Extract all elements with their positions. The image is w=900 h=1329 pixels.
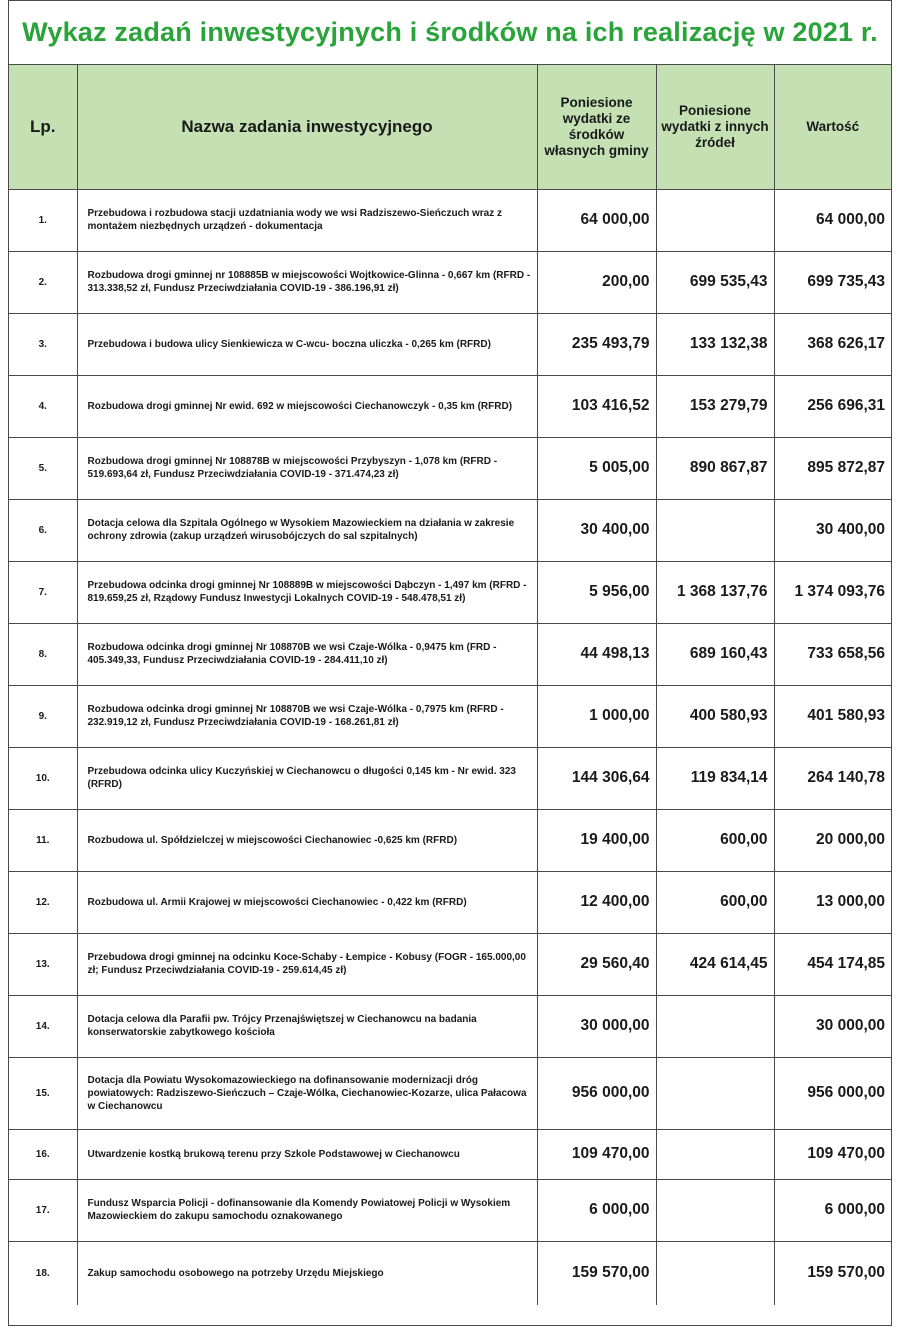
table-body — [9, 189, 891, 1305]
row-lp: 14. — [9, 995, 77, 1057]
row-own-expenses: 159 570,00 — [537, 1241, 656, 1305]
row-lp: 7. — [9, 561, 77, 623]
row-other-expenses: 600,00 — [656, 809, 774, 871]
table-row — [9, 995, 891, 1057]
row-lp: 10. — [9, 747, 77, 809]
row-value: 20 000,00 — [774, 809, 891, 871]
row-value: 13 000,00 — [774, 871, 891, 933]
table-row — [9, 1057, 891, 1129]
row-other-expenses — [656, 1057, 774, 1129]
table-row — [9, 189, 891, 251]
row-other-expenses — [656, 1241, 774, 1305]
table-row — [9, 809, 891, 871]
table-row — [9, 1241, 891, 1305]
row-other-expenses: 400 580,93 — [656, 685, 774, 747]
row-other-expenses: 153 279,79 — [656, 375, 774, 437]
row-task-name: Fundusz Wsparcia Policji - dofinansowanie dla Komendy Powiatowej Policji w Wysokiem Mazowieckiem do zakupu samochodu oznakowanego — [77, 1179, 537, 1241]
table-row — [9, 437, 891, 499]
row-other-expenses — [656, 189, 774, 251]
row-lp: 15. — [9, 1057, 77, 1129]
row-value: 30 000,00 — [774, 995, 891, 1057]
row-own-expenses: 103 416,52 — [537, 375, 656, 437]
table-row — [9, 561, 891, 623]
row-own-expenses: 144 306,64 — [537, 747, 656, 809]
row-lp: 3. — [9, 313, 77, 375]
row-other-expenses — [656, 499, 774, 561]
row-lp: 12. — [9, 871, 77, 933]
row-value: 64 000,00 — [774, 189, 891, 251]
row-lp: 18. — [35, 1267, 50, 1279]
row-task-name: Rozbudowa drogi gminnej Nr 108878B w miejscowości Przybyszyn - 1,078 km (RFRD - 519.693,64 zł, Fundusz Przeciwdziałania COVID-19 - 371.474,23 zł) — [77, 437, 537, 499]
table-header-row — [9, 65, 891, 189]
investment-sheet — [8, 0, 892, 1326]
row-value: 733 658,56 — [774, 623, 891, 685]
row-task-name: Przebudowa i budowa ulicy Sienkiewicza w C-wcu- boczna uliczka - 0,265 km (RFRD) — [77, 313, 537, 375]
row-task-name: Rozbudowa drogi gminnej nr 108885B w miejscowości Wojtkowice-Glinna - 0,667 km (RFRD - 313.338,52 zł, Fundusz Przeciwdziałania COVID-19 - 386.196,91 zł) — [77, 251, 537, 313]
row-own-expenses: 30 000,00 — [537, 995, 656, 1057]
row-lp: 2. — [9, 251, 77, 313]
table-row — [9, 375, 891, 437]
table-row — [9, 933, 891, 995]
row-value: 264 140,78 — [774, 747, 891, 809]
row-other-expenses: 689 160,43 — [656, 623, 774, 685]
row-value: 6 000,00 — [774, 1179, 891, 1241]
table-row — [9, 871, 891, 933]
row-own-expenses: 30 400,00 — [537, 499, 656, 561]
row-other-expenses: 1 368 137,76 — [656, 561, 774, 623]
row-own-expenses: 19 400,00 — [537, 809, 656, 871]
row-own-expenses: 5 956,00 — [537, 561, 656, 623]
row-own-expenses: 5 005,00 — [537, 437, 656, 499]
row-value: 401 580,93 — [774, 685, 891, 747]
row-value: 1 374 093,76 — [774, 561, 891, 623]
row-value: 454 174,85 — [774, 933, 891, 995]
table-row — [9, 623, 891, 685]
page-title: Wykaz zadań inwestycyjnych i środków na ich realizację w 2021 r. — [9, 1, 891, 65]
table-row — [9, 1129, 891, 1179]
row-other-expenses — [656, 1179, 774, 1241]
row-task-name: Przebudowa odcinka drogi gminnej Nr 108889B w miejscowości Dąbczyn - 1,497 km (RFRD - 819.659,25 zł, Rządowy Fundusz Inwestycji Lokalnych COVID-19 - 548.478,51 zł) — [77, 561, 537, 623]
row-value: 30 400,00 — [774, 499, 891, 561]
header-lp: Lp. — [9, 65, 77, 189]
row-task-name: Zakup samochodu osobowego na potrzeby Urzędu Miejskiego — [77, 1241, 537, 1305]
row-other-expenses: 699 535,43 — [656, 251, 774, 313]
row-lp: 9. — [9, 685, 77, 747]
table-row — [9, 1179, 891, 1241]
row-own-expenses: 44 498,13 — [537, 623, 656, 685]
row-task-name: Rozbudowa ul. Armii Krajowej w miejscowości Ciechanowiec - 0,422 km (RFRD) — [77, 871, 537, 933]
row-own-expenses: 235 493,79 — [537, 313, 656, 375]
header-own-expenses: Poniesione wydatki ze środków własnych gminy — [537, 65, 656, 189]
header-task-name: Nazwa zadania inwestycyjnego — [77, 65, 537, 189]
row-own-expenses: 1 000,00 — [537, 685, 656, 747]
row-lp: 17. — [9, 1179, 77, 1241]
row-task-name: Dotacja dla Powiatu Wysokomazowieckiego na dofinansowanie modernizacji dróg powiatowych: Radziszewo-Sieńczuch – Czaje-Wólka, Ciechanowiec-Kozarze, ulica Pałacowa w Ciechanowcu — [77, 1057, 537, 1129]
row-value: 956 000,00 — [774, 1057, 891, 1129]
row-value: 159 570,00 — [774, 1241, 891, 1305]
row-lp: 6. — [9, 499, 77, 561]
row-value: 109 470,00 — [774, 1129, 891, 1179]
row-other-expenses: 133 132,38 — [656, 313, 774, 375]
row-own-expenses: 200,00 — [537, 251, 656, 313]
row-other-expenses: 890 867,87 — [656, 437, 774, 499]
row-lp: 8. — [9, 623, 77, 685]
row-value: 699 735,43 — [774, 251, 891, 313]
table-row — [9, 499, 891, 561]
header-other-expenses: Poniesione wydatki z innych źródeł — [656, 65, 774, 189]
row-own-expenses: 6 000,00 — [537, 1179, 656, 1241]
row-lp: 4. — [9, 375, 77, 437]
row-other-expenses: 600,00 — [656, 871, 774, 933]
row-own-expenses: 12 400,00 — [537, 871, 656, 933]
row-other-expenses: 424 614,45 — [656, 933, 774, 995]
row-lp: 1. — [9, 189, 77, 251]
row-own-expenses: 109 470,00 — [537, 1129, 656, 1179]
table-row — [9, 313, 891, 375]
row-task-name: Utwardzenie kostką brukową terenu przy Szkole Podstawowej w Ciechanowcu — [77, 1129, 537, 1179]
row-task-name: Dotacja celowa dla Parafii pw. Trójcy Przenajświętszej w Ciechanowcu na badania konserwatorskie zabytkowego kościoła — [77, 995, 537, 1057]
row-lp: 13. — [9, 933, 77, 995]
header-value: Wartość — [774, 65, 891, 189]
row-value: 256 696,31 — [774, 375, 891, 437]
row-task-name: Przebudowa odcinka ulicy Kuczyńskiej w Ciechanowcu o długości 0,145 km - Nr ewid. 323 (RFRD) — [77, 747, 537, 809]
row-lp: 11. — [9, 809, 77, 871]
row-task-name: Rozbudowa ul. Spółdzielczej w miejscowości Ciechanowiec -0,625 km (RFRD) — [77, 809, 537, 871]
row-task-name: Rozbudowa odcinka drogi gminnej Nr 108870B we wsi Czaje-Wólka - 0,7975 km (RFRD - 232.919,12 zł, Fundusz Przeciwdziałania COVID-19 - 168.261,81 zł) — [77, 685, 537, 747]
row-task-name: Rozbudowa odcinka drogi gminnej Nr 108870B we wsi Czaje-Wólka - 0,9475 km (FRD - 405.349,33, Fundusz Przeciwdziałania COVID-19 - 284.411,10 zł) — [77, 623, 537, 685]
row-own-expenses: 29 560,40 — [537, 933, 656, 995]
row-task-name: Przebudowa i rozbudowa stacji uzdatniania wody we wsi Radziszewo-Sieńczuch wraz z montażem niezbędnych urządzeń - dokumentacja — [77, 189, 537, 251]
row-task-name: Przebudowa drogi gminnej na odcinku Koce-Schaby - Łempice - Kobusy (FOGR - 165.000,00 zł; Fundusz Przeciwdziałania COVID-19 - 259.614,45 zł) — [77, 933, 537, 995]
table-row — [9, 747, 891, 809]
table-row — [9, 251, 891, 313]
row-own-expenses: 956 000,00 — [537, 1057, 656, 1129]
row-value: 895 872,87 — [774, 437, 891, 499]
row-lp: 5. — [9, 437, 77, 499]
row-task-name: Rozbudowa drogi gminnej Nr ewid. 692 w miejscowości Ciechanowczyk - 0,35 km (RFRD) — [77, 375, 537, 437]
row-own-expenses: 64 000,00 — [537, 189, 656, 251]
table-row — [9, 685, 891, 747]
investment-table — [9, 65, 891, 1305]
row-value: 368 626,17 — [774, 313, 891, 375]
row-other-expenses — [656, 1129, 774, 1179]
row-lp: 16. — [9, 1129, 77, 1179]
row-other-expenses: 119 834,14 — [656, 747, 774, 809]
row-other-expenses — [656, 995, 774, 1057]
row-task-name: Dotacja celowa dla Szpitala Ogólnego w Wysokiem Mazowieckiem na działania w zakresie ochrony zdrowia (zakup urządzeń wirusobójczych do sal szpitalnych) — [77, 499, 537, 561]
